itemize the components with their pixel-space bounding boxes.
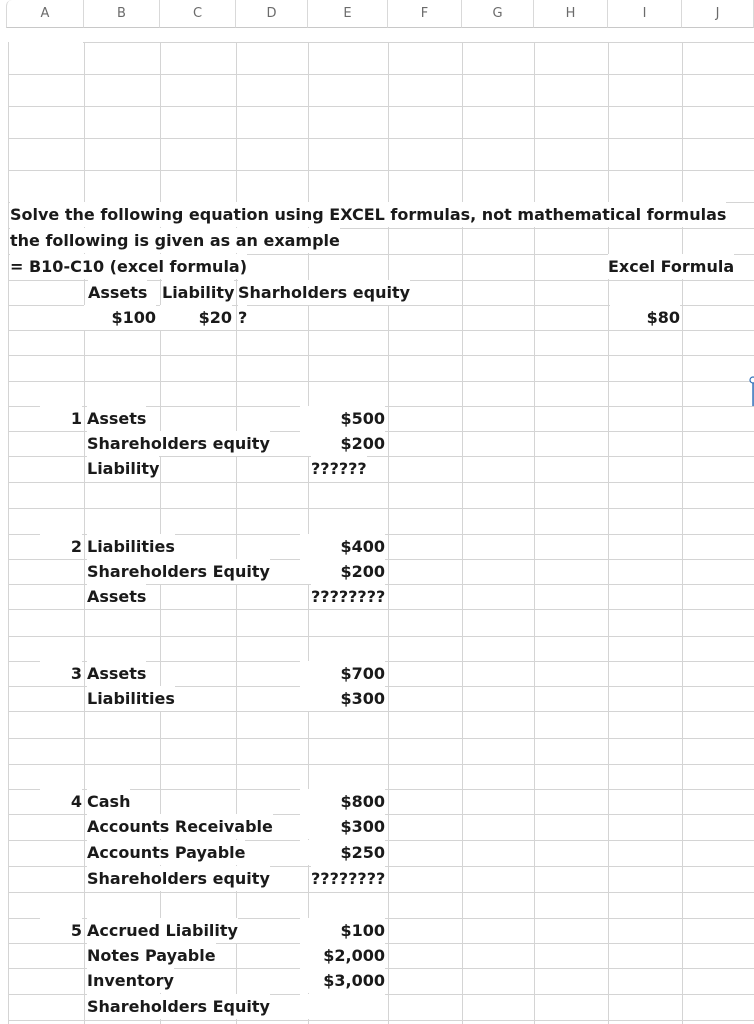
column-header-a[interactable]: A — [6, 0, 84, 28]
grid-row-line — [8, 482, 754, 483]
grid-column-line — [388, 42, 389, 1024]
problem-row-value[interactable]: $200 — [300, 559, 385, 584]
grid-row-line — [8, 381, 754, 382]
grid-row-line — [8, 170, 754, 171]
problem-row-label[interactable]: Assets — [87, 661, 146, 686]
problem-row-value[interactable]: $2,000 — [300, 943, 385, 968]
grid-row-line — [8, 711, 754, 712]
column-header-f[interactable]: F — [388, 0, 462, 28]
grid-column-line — [308, 42, 309, 1024]
grid-column-line — [608, 42, 609, 1024]
problem-row-label[interactable]: Cash — [87, 789, 130, 814]
problem-row-label[interactable]: Accrued Liability — [87, 918, 238, 943]
problem-row-value[interactable]: $250 — [300, 840, 385, 865]
grid-row-line — [8, 138, 754, 139]
instruction-line-3[interactable]: = B10-C10 (excel formula) — [10, 254, 247, 279]
problem-row-value[interactable]: $800 — [300, 789, 385, 814]
grid-row-line — [8, 636, 754, 637]
problem-row-value[interactable]: $400 — [300, 534, 385, 559]
problem-row-label[interactable]: Shareholders Equity — [87, 559, 270, 584]
problem-row-label[interactable]: Accounts Payable — [87, 840, 245, 865]
grid-row-line — [8, 508, 754, 509]
problem-row-value[interactable]: $200 — [300, 431, 385, 456]
column-header-e[interactable]: E — [308, 0, 388, 28]
grid-row-line — [8, 74, 754, 75]
grid-row-line — [8, 355, 754, 356]
instruction-line-1[interactable]: Solve the following equation using EXCEL formulas, not mathematical formulas — [10, 202, 726, 227]
column-header-j[interactable]: J — [682, 0, 754, 28]
problem-row-label[interactable]: Shareholders equity — [87, 431, 270, 456]
grid-column-line — [8, 42, 9, 1024]
example-liability-label[interactable]: Liability — [162, 280, 234, 305]
problem-row-label[interactable]: Accounts Receivable — [87, 814, 273, 839]
problem-row-value[interactable]: $100 — [300, 918, 385, 943]
problem-row-label[interactable]: Inventory — [87, 968, 174, 993]
example-liability-value[interactable]: $20 — [160, 305, 232, 330]
problem-row-value[interactable] — [300, 994, 385, 1019]
problem-row-value[interactable]: $300 — [300, 814, 385, 839]
example-equity-value[interactable]: ? — [238, 305, 247, 330]
example-equity-label[interactable]: Sharholders equity — [238, 280, 410, 305]
merged-cell — [9, 42, 83, 74]
problem-row-value[interactable]: ???????? — [311, 584, 385, 609]
problem-row-value[interactable]: $700 — [300, 661, 385, 686]
problem-row-label[interactable]: Notes Payable — [87, 943, 216, 968]
grid-row-line — [8, 42, 754, 43]
problem-row-label[interactable]: Liability — [87, 456, 159, 481]
grid-row-line — [8, 330, 754, 331]
problem-number[interactable]: 4 — [40, 789, 82, 814]
grid-column-line — [84, 42, 85, 1024]
example-assets-value[interactable]: $100 — [84, 305, 156, 330]
instruction-line-2[interactable]: the following is given as an example — [10, 228, 340, 253]
problem-row-label[interactable]: Shareholders equity — [87, 866, 270, 891]
grid-row-line — [8, 892, 754, 893]
problem-number[interactable]: 5 — [40, 918, 82, 943]
column-header-h[interactable]: H — [534, 0, 608, 28]
grid-column-line — [682, 42, 683, 1024]
column-header-d[interactable]: D — [236, 0, 308, 28]
problem-row-label[interactable]: Liabilities — [87, 686, 175, 711]
excel-formula-header[interactable]: Excel Formula — [608, 254, 734, 279]
problem-row-label[interactable]: Assets — [87, 406, 146, 431]
problem-number[interactable]: 2 — [40, 534, 82, 559]
column-header-b[interactable]: B — [84, 0, 160, 28]
problem-number[interactable]: 3 — [40, 661, 82, 686]
problem-row-value[interactable]: ?????? — [311, 456, 367, 481]
problem-row-value[interactable]: ???????? — [311, 866, 385, 891]
column-header-i[interactable]: I — [608, 0, 682, 28]
fill-handle-icon[interactable] — [748, 376, 754, 406]
example-formula-result[interactable]: $80 — [610, 305, 680, 330]
grid-column-line — [462, 42, 463, 1024]
grid-row-line — [8, 764, 754, 765]
column-header-c[interactable]: C — [160, 0, 236, 28]
grid-row-line — [8, 106, 754, 107]
problem-row-value[interactable]: $300 — [300, 686, 385, 711]
problem-row-value[interactable]: $500 — [300, 406, 385, 431]
problem-row-label[interactable]: Assets — [87, 584, 146, 609]
problem-row-label[interactable]: Liabilities — [87, 534, 175, 559]
grid-row-line — [8, 1020, 754, 1021]
grid-row-line — [8, 738, 754, 739]
problem-number[interactable]: 1 — [40, 406, 82, 431]
problem-row-label[interactable]: Shareholders Equity — [87, 994, 270, 1019]
problem-row-value[interactable]: $3,000 — [300, 968, 385, 993]
example-assets-label[interactable]: Assets — [88, 280, 147, 305]
grid-row-line — [8, 609, 754, 610]
column-header-g[interactable]: G — [462, 0, 534, 28]
grid-column-line — [534, 42, 535, 1024]
